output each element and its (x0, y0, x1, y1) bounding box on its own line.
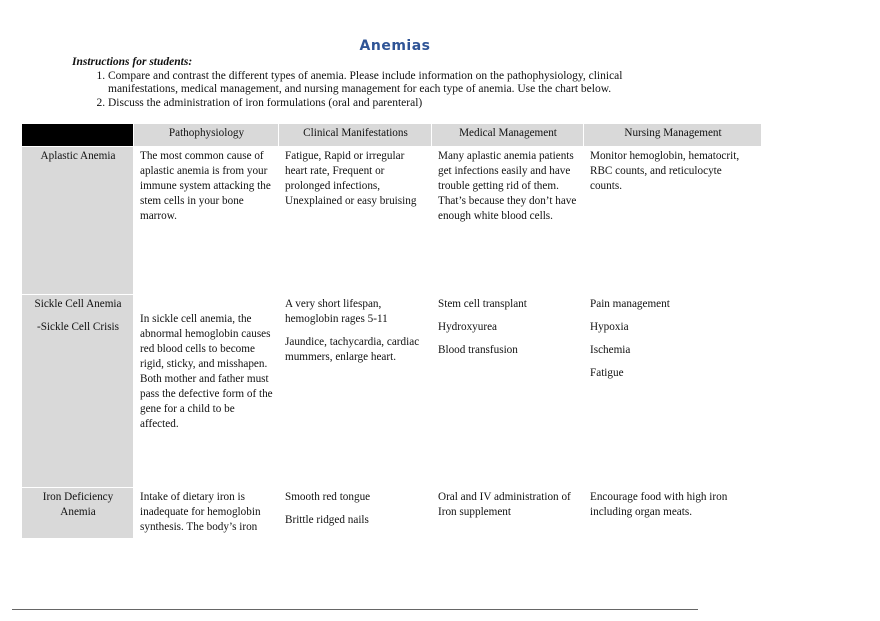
cell-text: Ischemia (590, 344, 631, 356)
instructions-list (72, 70, 672, 111)
header-nursing-management: Nursing Management (584, 124, 762, 147)
header-medical-management: Medical Management (432, 124, 584, 147)
cell-pathophysiology: Intake of dietary iron is inadequate for hemoglobin synthesis. The body’s iron (134, 488, 279, 539)
instruction-item: 2. Discuss the administration of iron formulations (oral and parenteral) (108, 97, 672, 111)
header-clinical-manifestations: Clinical Manifestations (279, 124, 432, 147)
cell-text: A very short lifespan, hemoglobin rages 5-11 (285, 298, 388, 325)
cell-clinical: Fatigue, Rapid or irregular heart rate, Frequent or prolonged infections, Unexplained or easy bruising (279, 147, 432, 295)
cell-clinical (279, 295, 432, 488)
cell-medical (432, 295, 584, 488)
cell-clinical (279, 488, 432, 539)
cell-text: Jaundice, tachycardia, cardiac mummers, enlarge heart. (285, 336, 420, 363)
cell-medical: Many aplastic anemia patients get infections easily and have trouble getting rid of them. That’s because they don’t have enough white blood cells. (432, 147, 584, 295)
cell-text: Smooth red tongue (285, 491, 371, 503)
cell-text: In sickle cell anemia, the abnormal hemoglobin causes red blood cells to become rigid, sticky, and misshapen. Both mother and father must pass the defective form of the gene for a child to be affected. (140, 313, 273, 430)
table-row (22, 295, 762, 488)
cell-text: Stem cell transplant (438, 298, 527, 310)
page-divider (12, 609, 698, 610)
header-pathophysiology: Pathophysiology (134, 124, 279, 147)
cell-nursing: Monitor hemoglobin, hematocrit, RBC counts, and reticulocyte counts. (584, 147, 762, 295)
cell-medical: Oral and IV administration of Iron supplement (432, 488, 584, 539)
row-label-sickle-cell-crisis: -Sickle Cell Crisis (36, 321, 120, 333)
cell-pathophysiology (134, 295, 279, 488)
instructions-block (72, 56, 672, 110)
cell-nursing (584, 295, 762, 488)
row-label-iron-deficiency-anemia: Iron Deficiency Anemia (22, 488, 134, 539)
cell-text: Brittle ridged nails (285, 514, 369, 526)
anemia-chart (21, 123, 762, 539)
row-label-aplastic-anemia: Aplastic Anemia (22, 147, 134, 295)
row-label-sickle-cell-anemia: Sickle Cell Anemia (34, 298, 122, 310)
cell-text: Pain management (590, 298, 670, 310)
table-header-row (22, 124, 762, 147)
instructions-heading: Instructions for students: (72, 56, 193, 68)
page-title: Anemias (359, 38, 431, 54)
instruction-item: 1. Compare and contrast the different types of anemia. Please include information on the pathophysiology, clinical manifestations, medical management, and nursing management for each type of anemia. Use the chart below. (108, 70, 672, 97)
cell-text: Hypoxia (590, 321, 629, 333)
cell-text: Blood transfusion (438, 344, 518, 356)
table-row (22, 488, 762, 539)
row-label-sickle-cell (22, 295, 134, 488)
table-row (22, 147, 762, 295)
cell-pathophysiology: The most common cause of aplastic anemia is from your immune system attacking the stem cells in your bone marrow. (134, 147, 279, 295)
cell-nursing: Encourage food with high iron including organ meats. (584, 488, 762, 539)
header-corner-cell (22, 124, 134, 147)
cell-text: Fatigue (590, 367, 624, 379)
cell-text: Hydroxyurea (438, 321, 498, 333)
